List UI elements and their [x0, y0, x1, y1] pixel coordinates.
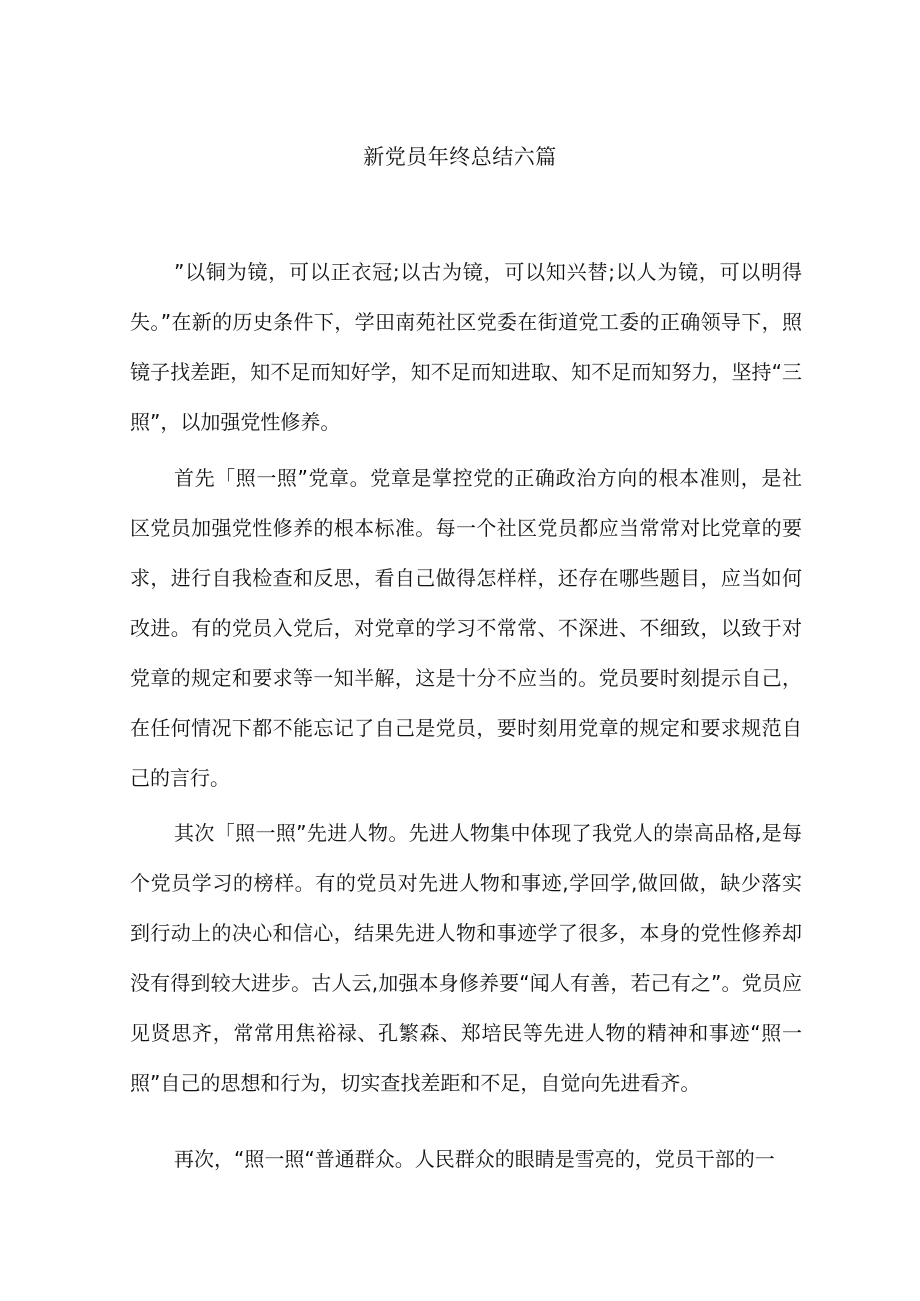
paragraph-party-constitution: 首先「照一照”党章。党章是掌控党的正确政治方向的根本准则，是社区党员加强党性修养的根本标准。每一个社区党员都应当常常对比党章的要求，进行自我检查和反思，看自己做得怎样样，还存在哪些题目，应当如何改进。有的党员入党后，对党章的学习不常常、不深进、不细致，以致于对党章的规定和要求等一知半解，这是十分不应当的。党员要时刻提示自己，在任何情况下都不能忘记了自己是党员，要时刻用党章的规定和要求规范自己的言行。: [130, 466, 802, 790]
paragraph-intro: ”以铜为镜，可以正衣冠;以古为镜，可以知兴替;以人为镜，可以明得失。”在新的历史条件下，学田南苑社区党委在街道党工委的正确领导下，照镜子找差距，知不足而知好学，知不足而知进取、知不足而知努力，坚持“三照”，以加强党性修养。: [130, 260, 802, 434]
paragraph-advanced-figures: 其次「照一照”先进人物。先进人物集中体现了我党人的崇高品格,是每个党员学习的榜样。有的党员对先进人物和事迹,学回学,做回做，缺少落实到行动上的决心和信心，结果先进人物和事迹学了很多，本身的党性修养却没有得到较大进步。古人云,加强本身修养要“闻人有善，若己有之”。党员应见贤思齐，常常用焦裕禄、孔繁森、郑培民等先进人物的精神和事迹“照一照”自己的思想和行为，切实查找差距和不足，自觉向先进看齐。: [130, 821, 802, 1095]
paragraph-ordinary-masses: 再次，“照一照“普通群众。人民群众的眼睛是雪亮的，党员干部的一: [174, 1147, 775, 1171]
document-title: 新党员年终总结六篇: [363, 145, 557, 169]
